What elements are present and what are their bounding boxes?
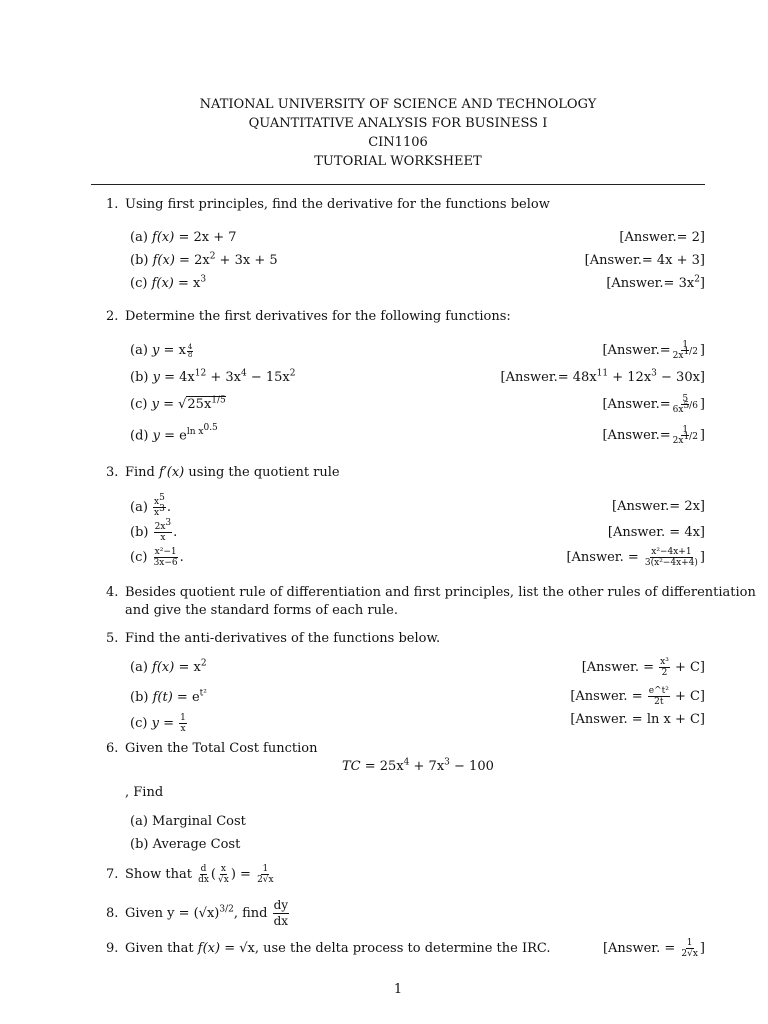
worksheet-title: TUTORIAL WORKSHEET: [314, 154, 482, 169]
q1-part-a: (a) f(x) = 2x + 7: [130, 230, 237, 245]
header-divider: [91, 184, 705, 185]
q5-part-b: (b) $f(t) = e^{t^2}$: [130, 688, 207, 705]
question-7: 7. Show that $\frac{d}{dx}$ ( $\frac{x}{√x}$ ) = $\frac{1}{2√x}$: [106, 864, 274, 885]
q6-part-a: (a) Marginal Cost: [130, 814, 246, 829]
question-8: 8. Given $y = (√x)^{3/2}$, find $\frac{dy}{dx}$: [106, 898, 289, 928]
question-2-text: Determine the first derivatives for the following functions:: [125, 309, 511, 324]
q3-answer-c: [Answer. = $\frac{\text{x²−4x+1}}{\text{3(x²−4x+4)}}$ ]: [566, 547, 705, 568]
q1-part-b: (b) $f(x) = 2x^2 + 3x + 5$: [130, 251, 278, 268]
q2-part-b: (b) $y = 4x^{12} + 3x^4 - 15x^2$: [130, 368, 296, 385]
university-name: NATIONAL UNIVERSITY OF SCIENCE AND TECHNOLOGY: [199, 97, 597, 112]
q5-answer-b: [Answer. = $\frac{\text{e\textasciicircum{}t²}}{2t}$ + C]: [570, 686, 705, 707]
q3-answer-a: [Answer.= 2x]: [612, 499, 705, 514]
question-4: 4. Besides quotient rule of differentiation and first principles, list the other rules of differentiation: [106, 585, 756, 600]
q5-part-c: (c) y = $\frac{1}{x}$: [130, 713, 186, 734]
q1-part-c: (c) $f(x) = x^3$: [130, 274, 207, 291]
question-5: 5. Find the anti-derivatives of the functions below.: [106, 631, 441, 646]
q3-part-a: (a) $\frac{x^5}{x^3}$ .: [130, 493, 171, 518]
q6-part-b: (b) Average Cost: [130, 837, 241, 852]
question-6: 6. Given the Total Cost function: [106, 741, 318, 756]
question-6-find: , Find: [125, 785, 164, 800]
q2-part-c: (c) $y = √25x^{1/5}$: [130, 395, 226, 412]
q9-answer: [Answer. = $\frac{1}{2√x}$ ]: [602, 938, 705, 959]
q1-answer-b: [Answer.= 4x + 3]: [584, 253, 705, 268]
q5-answer-a: [Answer. = $\frac{\text{x³}}{2}$ + C]: [581, 657, 705, 678]
q3-answer-b: [Answer. = 4x]: [607, 525, 705, 540]
q1-answer-c: [Answer.= $3x^2$]: [606, 274, 705, 291]
q2-part-a: (a) y = x $^{\frac{4}{8}}$: [130, 342, 193, 359]
q3-part-b: (b) $\frac{2x^3}{x}$ .: [130, 518, 178, 543]
q5-part-a: (a) $f(x) = x^2$: [130, 658, 207, 675]
question-1-text: Using first principles, find the derivative for the functions below: [125, 197, 550, 212]
total-cost-equation: TC = $25x^4 + 7x^3 - 100$: [342, 757, 494, 774]
q2-answer-c: [Answer.= $\frac{5}{6x^{5/6}}$ ]: [602, 394, 705, 415]
q2-answer-a: [Answer.= $\frac{1}{2x^{1/2}}$ ]: [602, 340, 705, 361]
page-number: 1: [393, 982, 403, 997]
question-2: 2. Determine the first derivatives for the following functions:: [106, 309, 511, 324]
q1-answer-a: [Answer.= 2]: [619, 230, 705, 245]
document-header: [0, 95, 768, 171]
q2-part-d: (d) $y = e^{ln x^{0.5}}$: [130, 423, 218, 444]
question-4-cont: and give the standard forms of each rule.: [125, 603, 398, 618]
course-title: QUANTITATIVE ANALYSIS FOR BUSINESS I: [248, 116, 548, 131]
question-1: 1. Using first principles, find the derivative for the functions below: [106, 197, 550, 212]
q2-answer-d: [Answer.= $\frac{1}{2x^{1/2}}$ ]: [602, 425, 705, 446]
course-code: CIN1106: [368, 135, 428, 150]
q5-answer-c: [Answer. = ln x + C]: [570, 712, 705, 727]
question-3: 3. Find f′(x) using the quotient rule: [106, 465, 340, 480]
q2-answer-b: [Answer.= $48x^{11} + 12x^3 - 30x$]: [500, 368, 705, 385]
question-9: 9. Given that f(x) = √x, use the delta process to determine the IRC.: [106, 941, 551, 956]
q3-part-c: (c) $\frac{\text{x²−1}}{3x-6}$ .: [130, 547, 184, 568]
